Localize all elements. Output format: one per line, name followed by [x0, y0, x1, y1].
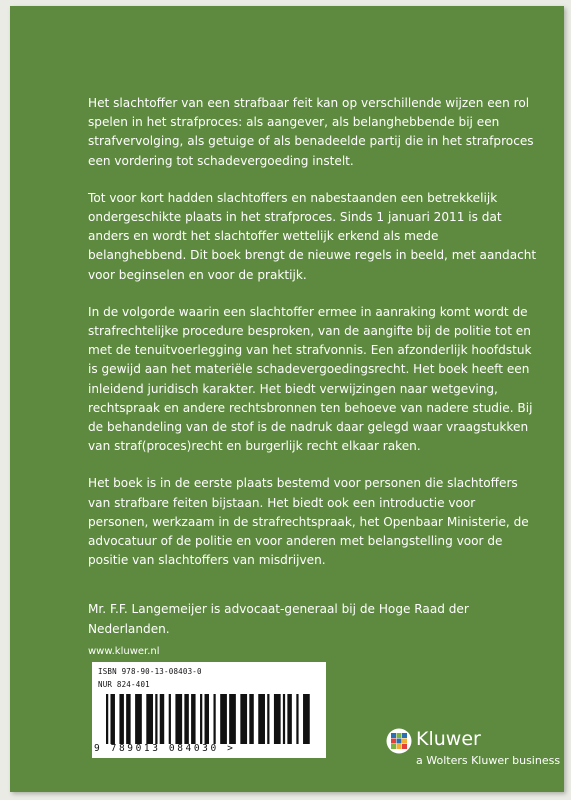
barcode-icon [106, 694, 312, 744]
back-cover [10, 6, 564, 792]
publisher-name: Kluwer [416, 728, 481, 750]
blurb-text [88, 94, 538, 657]
isbn-line: ISBN 978-90-13-08403-0 [98, 667, 202, 676]
website-url: www.kluwer.nl [88, 646, 160, 657]
barcode-digits: 9 789013 084030 > [94, 743, 236, 754]
blurb-paragraph-2: Tot voor kort hadden slachtoffers en nabestaanden een betrekkelijk ondergeschikte plaats in het strafproces. Sinds 1 januari 2011 is dat anders en wordt het slachtoffer wettelijk erkend als mede belanghebbend. Dit boek brengt de nieuwe regels in beeld, met aandacht voor beginselen en voor de praktijk. [88, 190, 537, 282]
barcode-panel [92, 662, 326, 758]
blurb-paragraph-3: In de volgorde waarin een slachtoffer ermee in aanraking komt wordt de strafrechtelijke procedure besproken, van de aangifte bij de politie tot en met de tenuitvoerlegging van het strafvonnis. Een afzonderlijk hoofdstuk is gewijd aan het materiële schadevergoedingsrecht. Het boek heeft een inleidend juridisch karakter. Het biedt verwijzingen naar wetgeving, rechtspraak en andere rechtsbronnen ten behoeve van nadere studie. Bij de behandeling van de stof is de nadruk daar gelegd waar vraagstukken van straf(proces)recht en burgerlijk recht elkaar raken. [88, 304, 533, 454]
kluwer-mosaic-icon [386, 728, 412, 754]
publisher-tagline: a Wolters Kluwer business [416, 754, 561, 767]
author-note: Mr. F.F. Langemeijer is advocaat-generaal bij de Hoge Raad der Nederlanden. [88, 602, 469, 636]
blurb-paragraph-1: Het slachtoffer van een strafbaar feit kan op verschillende wijzen een rol spelen in het strafproces: als aangever, als belanghebbende bij een strafvervolging, als getuige of als benadeelde partij die in het strafproces een vordering tot schadevergoeding instelt. [88, 96, 534, 168]
blurb-paragraph-4: Het boek is in de eerste plaats bestemd voor personen die slachtoffers van strafbare feiten bijstaan. Het biedt ook een introductie voor personen, werkzaam in de strafrechtspraak, het Openbaar Ministerie, de advocatuur of de politie en voor anderen met belangstelling voor de positie van slachtoffers van misdrijven. [88, 476, 529, 568]
nur-line: NUR 824-401 [98, 680, 150, 689]
